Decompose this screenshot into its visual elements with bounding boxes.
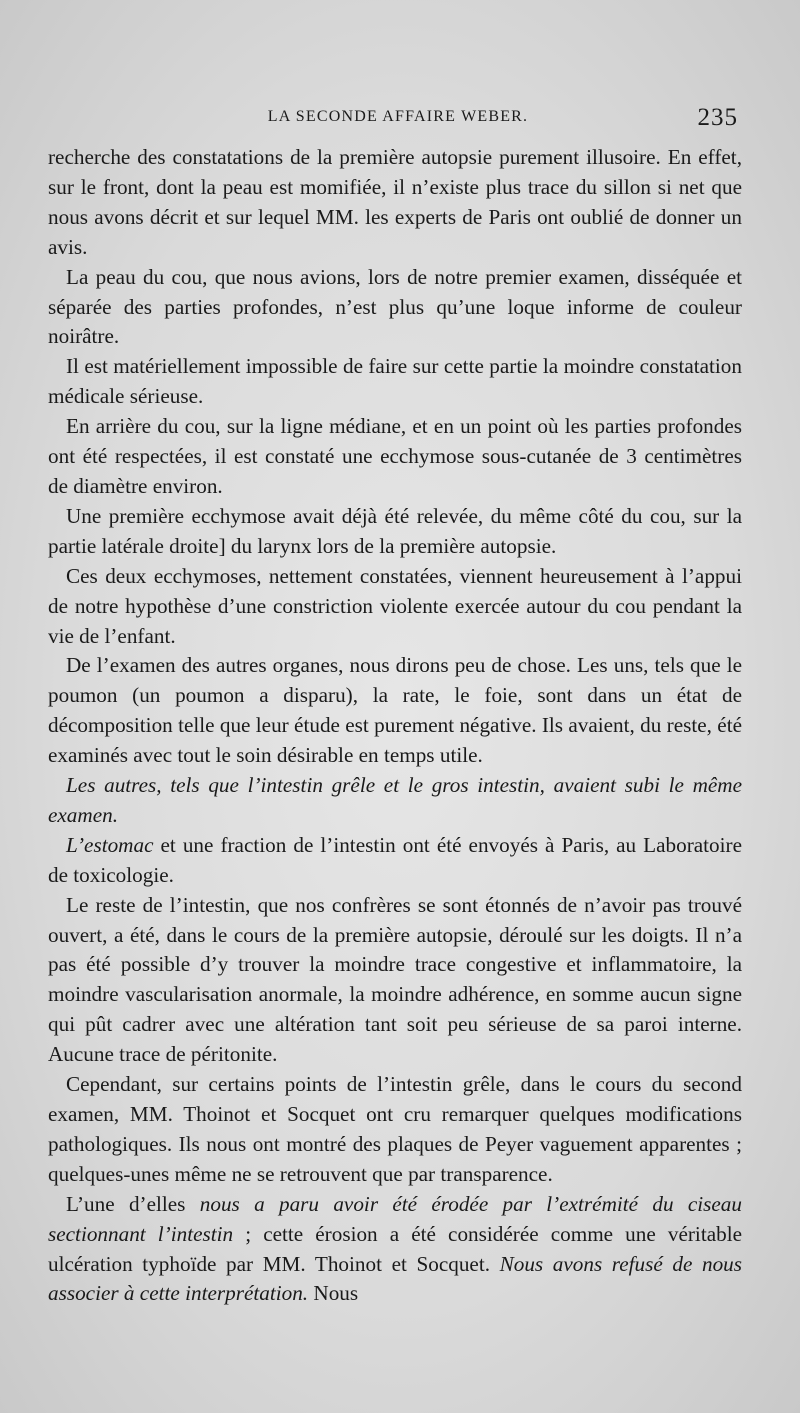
paragraph: Ces deux ecchymoses, nettement constatées, viennent heureusement à l’appui de notre hypothèse d’une constriction violente exercée autour du cou pendant la vie de l’enfant.: [48, 563, 742, 648]
page-header: [48, 106, 748, 136]
italic-phrase: Nous avons refusé de nous associer à cette interprétation.: [48, 1251, 743, 1306]
paragraph: [48, 1190, 742, 1310]
paragraph-text: ; cette érosion a été considérée comme une véritable ulcération typhoïde par MM. Thoinot et Socquet.: [48, 1221, 742, 1276]
body-text: [48, 143, 742, 1309]
paragraph-text: et une fraction de l’intestin ont été envoyés à Paris, au Laboratoire de toxicologie.: [48, 832, 742, 887]
paragraph-italic: Les autres, tels que l’intestin grêle et le gros intestin, avaient subi le même examen.: [48, 773, 742, 827]
paragraph-text: L’une d’elles: [66, 1191, 200, 1216]
paragraph: Il est matériellement impossible de faire sur cette partie la moindre constatation médicale sérieuse.: [48, 354, 742, 409]
paragraph: Cependant, sur certains points de l’intestin grêle, dans le cours du second examen, MM. Thoinot et Socquet ont cru remarquer quelques modifications pathologiques. Ils nous ont montré des plaques de Peyer vaguement apparentes ; quelques-unes même ne se retrouvent que par transparence.: [48, 1072, 742, 1186]
paragraph: De l’examen des autres organes, nous dirons peu de chose. Les uns, tels que le poumon (un poumon a disparu), la rate, le foie, sont dans un état de décomposition telle que leur étude est purement négative. Ils avaient, du reste, été examinés avec tout le soin désirable en temps utile.: [48, 653, 742, 768]
paragraph: Une première ecchymose avait déjà été relevée, du même côté du cou, sur la partie latérale droite] du larynx lors de la première autopsie.: [48, 503, 742, 558]
paragraph: En arrière du cou, sur la ligne médiane, et en un point où les parties profondes ont été respectées, il est constaté une ecchymose sous-cutanée de 3 centimètres de diamètre environ.: [48, 414, 742, 498]
paragraph: recherche des constatations de la première autopsie purement illusoire. En effet, sur le front, dont la peau est momifiée, il n’existe plus trace du sillon si net que nous avons décrit et sur lequel MM. les experts de Paris ont oublié de donner un avis.: [48, 145, 742, 259]
paragraph: La peau du cou, que nous avions, lors de notre premier examen, disséquée et séparée des parties profondes, n’est plus qu’une loque informe de couleur noirâtre.: [48, 264, 742, 349]
italic-term: L’estomac: [66, 832, 154, 857]
paragraph: [48, 831, 742, 891]
paragraph-text: Nous: [308, 1281, 359, 1306]
paragraph: Le reste de l’intestin, que nos confrères se sont étonnés de n’avoir pas trouvé ouvert, a été, dans le cours de la première autopsie, déroulé sur les doigts. Il n’a pas été possible d’y trouver la moindre trace congestive et inflammatoire, la moindre vascularisation anormale, la moindre adhérence, en somme aucun signe qui pût cadrer avec une altération tant soit peu sérieuse de sa paroi interne. Aucune trace de péritonite.: [48, 892, 742, 1067]
running-title: LA SECONDE AFFAIRE WEBER.: [267, 108, 529, 125]
page-number: 235: [697, 104, 738, 131]
italic-phrase: nous a paru avoir été érodée par l’extrémité du ciseau sectionnant l’intestin: [48, 1191, 742, 1246]
